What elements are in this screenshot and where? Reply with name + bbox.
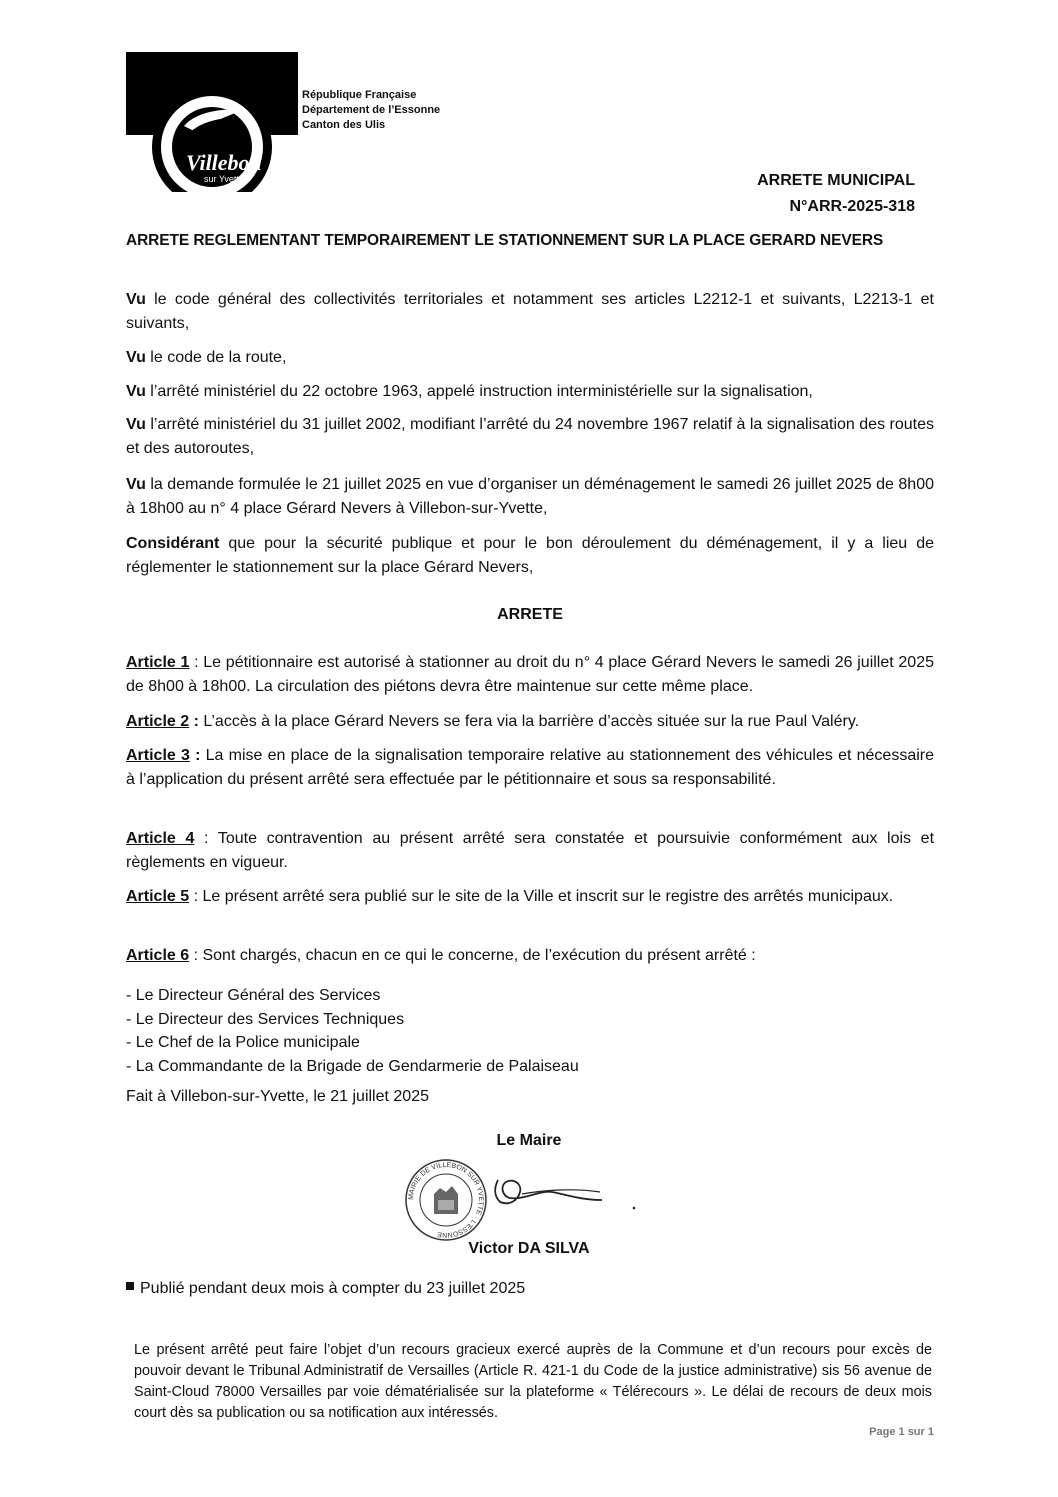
article-5 [126,885,934,909]
consideration-text: le code de la route, [145,349,287,366]
article-3 [126,744,934,792]
article-label: Article 1 [126,654,190,671]
consideration-item [126,288,934,336]
arrete-heading: ARRETE [497,606,563,623]
publication-text: Publié pendant deux mois à compter du 23 juillet 2025 [140,1280,526,1297]
article-label: Article 3 [126,747,190,764]
article-1 [126,651,934,699]
seal-text: MAIRIE DE VILLEBON SUR YVETTE · L'ESSONNE [407,1161,485,1239]
municipal-seal [404,1158,488,1242]
article-text: Le pétitionnaire est autorisé à stationner au droit du n° 4 place Gérard Nevers le samedi 26 juillet 2025 de 8h00 à 18h00. La circulation des piétons devra être maintenue sur cette même place. [126,654,934,695]
article-separator: : [194,830,218,847]
consideration-lead: Vu [126,476,146,493]
consideration-lead: Vu [126,383,146,400]
consideration-lead: Vu [126,416,146,433]
consideration-text: que pour la sécurité publique et pour le bon déroulement du déménagement, il y a lieu de réglementer le stationnement sur la place Gérard Nevers, [126,535,934,576]
consideration-text: l’arrêté ministériel du 22 octobre 1963, appelé instruction interministérielle sur la signalisation, [145,383,813,400]
maire-name: Victor DA SILVA [468,1240,590,1257]
consideration-lead: Vu [126,291,146,308]
recours-notice: Le présent arrêté peut faire l’objet d’un recours gracieux exercé auprès de la Commune et d’un recours pour excès de pouvoir devant le Tribunal Administratif de Versailles (Article R. 421-1 du Code de la justice administrative) sis 56 avenue de Saint-Cloud 78000 Versailles par voie dématérialisée sur la plateforme « Télérecours ». Le délai de recours de deux mois court dès sa publication ou sa notification aux intéressés. [134,1342,932,1421]
list-item: - Le Directeur des Services Techniques [126,1008,934,1032]
maire-title: Le Maire [496,1132,562,1149]
document-header [615,168,915,220]
article-text: Le présent arrêté sera publié sur le site de la Ville et inscrit sur le registre des arrêtés municipaux. [202,888,894,905]
article-text: L’accès à la place Gérard Nevers se fera via la barrière d’accès située sur la rue Paul Valéry. [203,713,860,730]
article-6 [126,944,934,968]
consideration-text: l’arrêté ministériel du 31 juillet 2002, modifiant l’arrêté du 24 novembre 1967 relatif à la signalisation des routes et des autoroutes, [126,416,934,457]
document-type: ARRETE MUNICIPAL [757,172,915,189]
villebon-logo [126,52,298,192]
article-label: Article 5 [126,888,190,905]
responsables-list [126,984,934,1078]
square-bullet-icon [126,1282,134,1290]
article-label: Article 4 [126,830,195,847]
article-text: Toute contravention au présent arrêté sera constatée et poursuivie conformément aux lois et règlements en vigueur. [126,830,935,871]
publication-notice [126,1280,525,1298]
org-line-canton: Canton des Ulis [302,119,386,131]
list-item: - Le Chef de la Police municipale [126,1031,934,1055]
consideration-item [126,380,934,404]
document-number: N°ARR-2025-318 [789,198,915,215]
consideration-item [126,413,934,461]
logo-text-villebon: Villebon [186,150,262,175]
article-text: Sont chargés, chacun en ce qui le concerne, de l’exécution du présent arrêté : [202,947,756,964]
org-line-departement: Département de l’Essonne [302,104,441,116]
document-title: ARRETE REGLEMENTANT TEMPORAIREMENT LE STATIONNEMENT SUR LA PLACE GERARD NEVERS [126,232,884,249]
article-label: Article 2 [126,713,190,730]
mayor-signature [484,1170,644,1220]
article-4 [126,827,934,875]
logo-text-sur-yvette: sur Yvette [204,174,244,184]
article-separator: : [189,713,204,730]
consideration-text: la demande formulée le 21 juillet 2025 en vue d’organiser un déménagement le samedi 26 juillet 2025 de 8h00 à 18h00 au n° 4 place Gérard Nevers à Villebon-sur-Yvette, [126,476,934,517]
article-label: Article 6 [126,947,190,964]
list-item: - Le Directeur Général des Services [126,984,934,1008]
consideration-item [126,346,934,370]
logo-graphic [126,52,298,192]
article-separator: : [189,947,203,964]
list-item: - La Commandante de la Brigade de Gendarmerie de Palaiseau [126,1055,934,1079]
consideration-lead: Considérant [126,535,220,552]
page-number: Page 1 sur 1 [869,1426,934,1438]
consideration-item [126,532,934,580]
consideration-text: le code général des collectivités territoriales et notamment ses articles L2212-1 et suivants, L2213-1 et suivants, [126,291,934,332]
article-separator: : [189,747,206,764]
org-line-republique: République Française [302,89,417,101]
article-separator: : [189,654,204,671]
consideration-item [126,473,934,521]
fait-a: Fait à Villebon-sur-Yvette, le 21 juillet 2025 [126,1088,429,1105]
article-text: La mise en place de la signalisation temporaire relative au stationnement des véhicules et nécessaire à l’application du présent arrêté sera effectuée par le pétitionnaire et sous sa responsabilité. [126,747,935,788]
article-separator: : [189,888,203,905]
article-2 [126,710,934,734]
consideration-lead: Vu [126,349,146,366]
